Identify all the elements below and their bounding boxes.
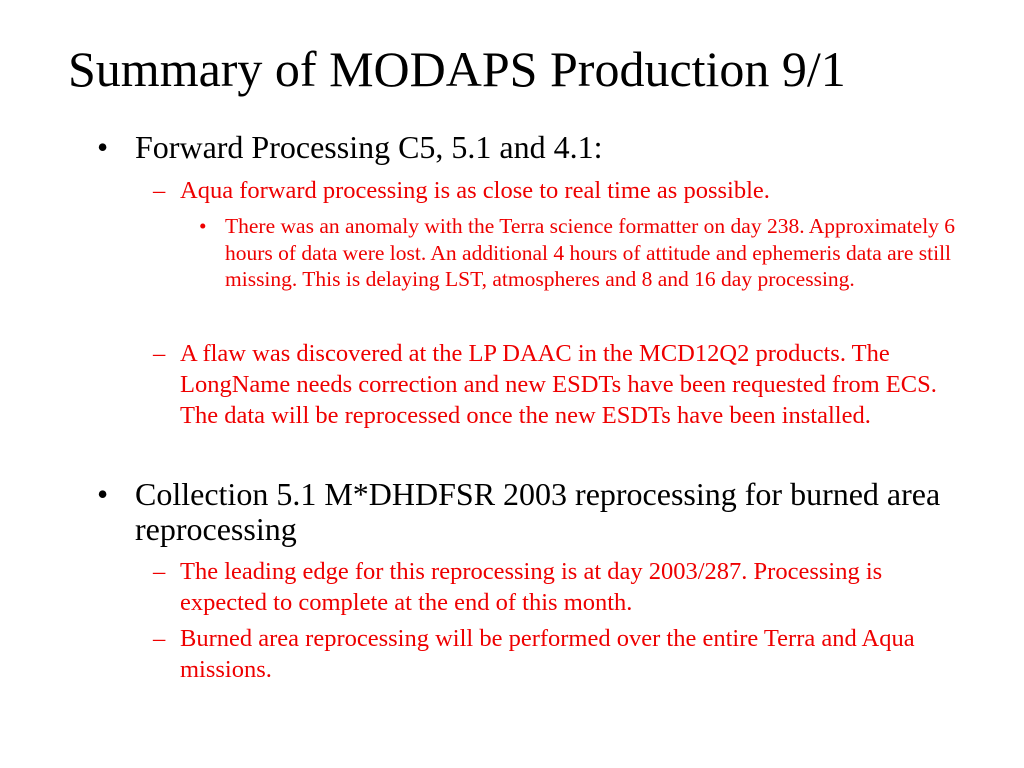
bullet-marker: • [97, 476, 109, 512]
bullet-forward-processing [97, 129, 955, 165]
bullet-marker: • [97, 129, 109, 165]
dash-marker: – [153, 340, 166, 367]
subsubbullet-text: There was an anomaly with the Terra science formatter on day 238. Approximately 6 hours of data were lost. An additional 4 hours of attitude and ephemeris data are still missing. This is delaying LST, atmospheres and 8 and 16 day processing. [225, 214, 956, 291]
bullet-marker: • [199, 214, 207, 238]
slide-title: Summary of MODAPS Production 9/1 [68, 41, 846, 97]
bullet-text: Collection 5.1 M*DHDFSR 2003 reprocessing for burned area reprocessing [135, 476, 941, 547]
subbullet-text: The leading edge for this reprocessing is at day 2003/287. Processing is expected to complete at the end of this month. [180, 558, 883, 616]
bullet-collection-reprocessing [97, 476, 955, 547]
dash-marker: – [153, 625, 166, 652]
bullet-text: Forward Processing C5, 5.1 and 4.1: [135, 129, 603, 165]
subbullet-leading-edge [153, 556, 940, 618]
dash-marker: – [153, 177, 166, 204]
subbullet-aqua-forward [153, 175, 960, 206]
subbullet-lp-daac-flaw [153, 338, 940, 431]
dash-marker: – [153, 558, 166, 585]
subsubbullet-terra-anomaly [199, 213, 960, 293]
subbullet-text: A flaw was discovered at the LP DAAC in the MCD12Q2 products. The LongName needs correction and new ESDTs have been requested from ECS. The data will be reprocessed once the new ESDTs have been installed. [180, 340, 937, 429]
subbullet-text: Burned area reprocessing will be performed over the entire Terra and Aqua missions. [180, 625, 915, 683]
subbullet-burned-area [153, 623, 940, 685]
subbullet-text: Aqua forward processing is as close to real time as possible. [180, 177, 770, 204]
